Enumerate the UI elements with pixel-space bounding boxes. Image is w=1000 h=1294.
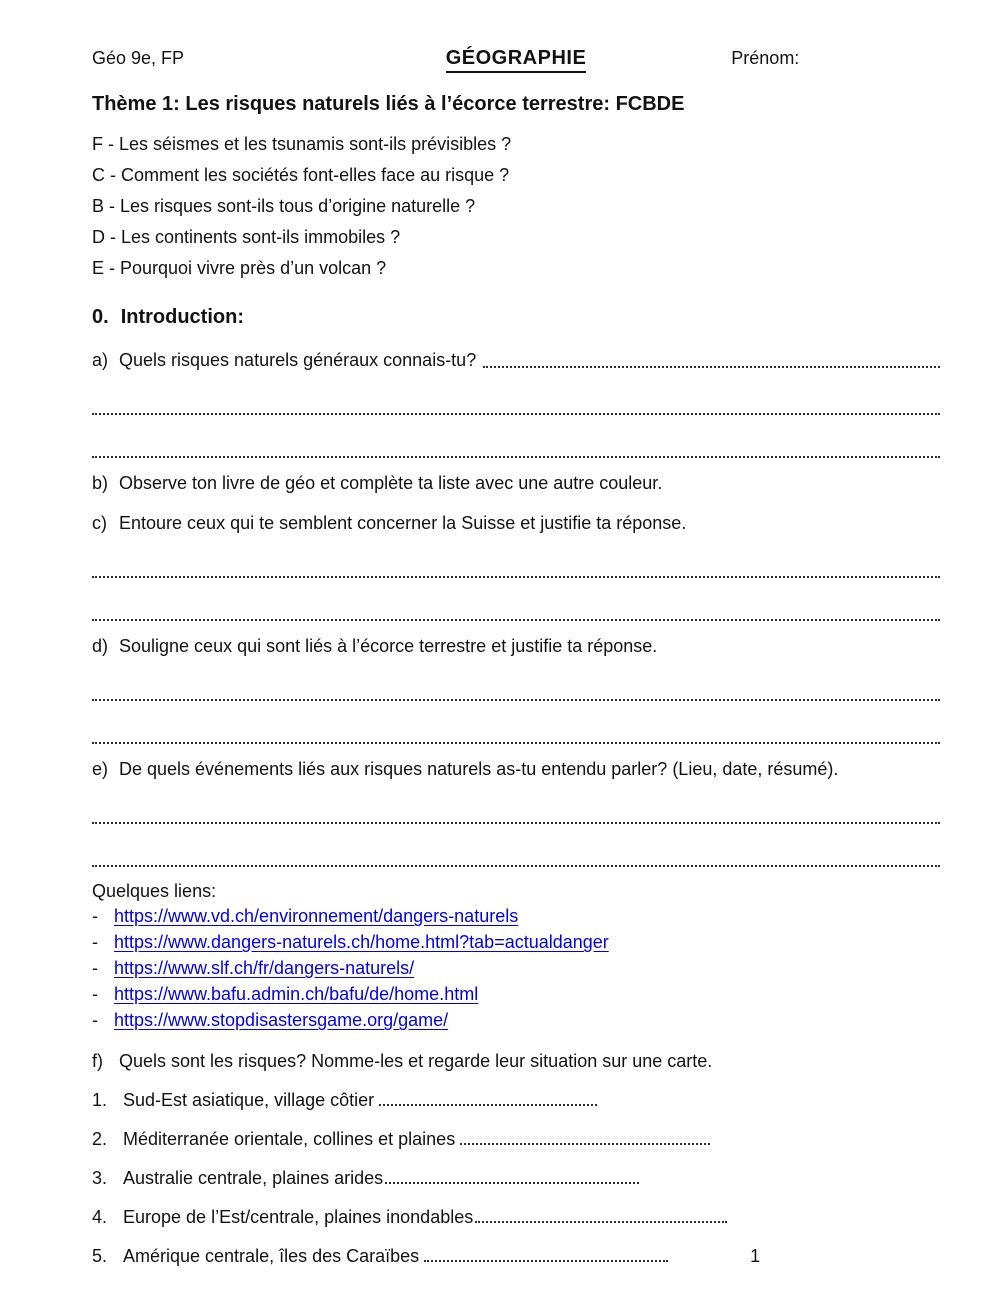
answer-leader bbox=[483, 348, 940, 368]
guiding-question-d: D - Les continents sont-ils immobiles ? bbox=[92, 227, 401, 247]
question-d bbox=[92, 634, 940, 658]
question-a-label: a) bbox=[92, 350, 109, 370]
question-d-text: Souligne ceux qui sont liés à l’écorce terrestre et justifie ta réponse. bbox=[119, 636, 658, 656]
link-stopdisastersgame[interactable]: https://www.stopdisastersgame.org/game/ bbox=[114, 1010, 449, 1030]
question-a-text: Quels risques naturels généraux connais-tu? bbox=[119, 350, 477, 370]
guiding-question-c: C - Comment les sociétés font-elles face au risque ? bbox=[92, 165, 510, 185]
question-b bbox=[92, 471, 940, 495]
answer-line bbox=[92, 391, 940, 415]
exercise-item-1 bbox=[92, 1088, 940, 1112]
question-f-label: f) bbox=[92, 1051, 103, 1071]
question-e-text: De quels événements liés aux risques naturels as-tu entendu parler? (Lieu, date, résumé). bbox=[119, 759, 839, 779]
dash-bullet: - bbox=[92, 906, 98, 926]
answer-leader bbox=[424, 1244, 668, 1262]
links-list bbox=[92, 903, 940, 1033]
page-number: 1 bbox=[750, 1246, 761, 1266]
section-heading-label: Introduction: bbox=[120, 306, 244, 328]
question-c-text: Entoure ceux qui te semblent concerner la Suisse et justifie ta réponse. bbox=[119, 513, 687, 533]
exercise-f-list bbox=[92, 1088, 940, 1268]
section-number: 0. bbox=[92, 306, 109, 328]
link-slf-ch[interactable]: https://www.slf.ch/fr/dangers-naturels/ bbox=[114, 958, 415, 978]
answer-leader bbox=[475, 1205, 727, 1223]
link-item bbox=[92, 981, 940, 1007]
guiding-question-b: B - Les risques sont-ils tous d’origine naturelle ? bbox=[92, 196, 476, 216]
guiding-questions bbox=[92, 129, 940, 284]
question-b-text: Observe ton livre de géo et complète ta liste avec une autre couleur. bbox=[119, 473, 663, 493]
link-dangers-naturels-ch[interactable]: https://www.dangers-naturels.ch/home.html?tab=actualdanger bbox=[114, 932, 609, 952]
question-f-text: Quels sont les risques? Nomme-les et regarde leur situation sur une carte. bbox=[119, 1051, 713, 1071]
dash-bullet: - bbox=[92, 1010, 98, 1030]
answer-line bbox=[92, 800, 940, 824]
exercise-item-3 bbox=[92, 1166, 940, 1190]
document-title: GÉOGRAPHIE bbox=[446, 46, 587, 73]
section-heading-introduction bbox=[92, 304, 940, 330]
question-e-label: e) bbox=[92, 759, 109, 779]
answer-leader bbox=[460, 1127, 710, 1145]
exercise-item-2 bbox=[92, 1127, 940, 1151]
item-text: Europe de l’Est/centrale, plaines inondables bbox=[123, 1207, 474, 1227]
link-bafu-admin-ch[interactable]: https://www.bafu.admin.ch/bafu/de/home.html bbox=[114, 984, 479, 1004]
answer-line bbox=[92, 720, 940, 744]
item-number: 3. bbox=[92, 1168, 108, 1188]
answer-line bbox=[92, 843, 940, 867]
dash-bullet: - bbox=[92, 958, 98, 978]
answer-leader bbox=[379, 1088, 597, 1106]
question-b-label: b) bbox=[92, 473, 109, 493]
answer-line bbox=[92, 554, 940, 578]
question-c-label: c) bbox=[92, 513, 107, 533]
question-c bbox=[92, 511, 940, 535]
question-d-label: d) bbox=[92, 636, 109, 656]
guiding-question-e: E - Pourquoi vivre près d’un volcan ? bbox=[92, 258, 387, 278]
item-text: Méditerranée orientale, collines et plaines bbox=[123, 1129, 456, 1149]
theme-title: Thème 1: Les risques naturels liés à l’écorce terrestre: FCBDE bbox=[92, 93, 685, 115]
question-e bbox=[92, 757, 940, 781]
dash-bullet: - bbox=[92, 932, 98, 952]
item-number: 4. bbox=[92, 1207, 108, 1227]
exercise-item-5 bbox=[92, 1244, 940, 1268]
page-header bbox=[92, 46, 940, 73]
item-text: Australie centrale, plaines arides bbox=[123, 1168, 384, 1188]
guiding-question-f: F - Les séismes et les tsunamis sont-ils prévisibles ? bbox=[92, 134, 512, 154]
answer-line bbox=[92, 597, 940, 621]
links-heading: Quelques liens: bbox=[92, 881, 217, 901]
item-number: 5. bbox=[92, 1246, 108, 1266]
link-item bbox=[92, 955, 940, 981]
link-vd-ch[interactable]: https://www.vd.ch/environnement/dangers-naturels bbox=[114, 906, 519, 926]
link-item bbox=[92, 903, 940, 929]
question-f bbox=[92, 1049, 940, 1073]
item-number: 2. bbox=[92, 1129, 108, 1149]
course-label: Géo 9e, FP bbox=[92, 48, 185, 68]
link-item bbox=[92, 1007, 940, 1033]
answer-line bbox=[92, 677, 940, 701]
answer-leader bbox=[385, 1166, 639, 1184]
answer-line bbox=[92, 434, 940, 458]
question-a bbox=[92, 348, 940, 372]
item-text: Amérique centrale, îles des Caraïbes bbox=[123, 1246, 420, 1266]
firstname-label: Prénom: bbox=[731, 48, 800, 68]
exercise-item-4 bbox=[92, 1205, 940, 1229]
item-text: Sud-Est asiatique, village côtier bbox=[123, 1090, 375, 1110]
item-number: 1. bbox=[92, 1090, 108, 1110]
dash-bullet: - bbox=[92, 984, 98, 1004]
link-item bbox=[92, 929, 940, 955]
